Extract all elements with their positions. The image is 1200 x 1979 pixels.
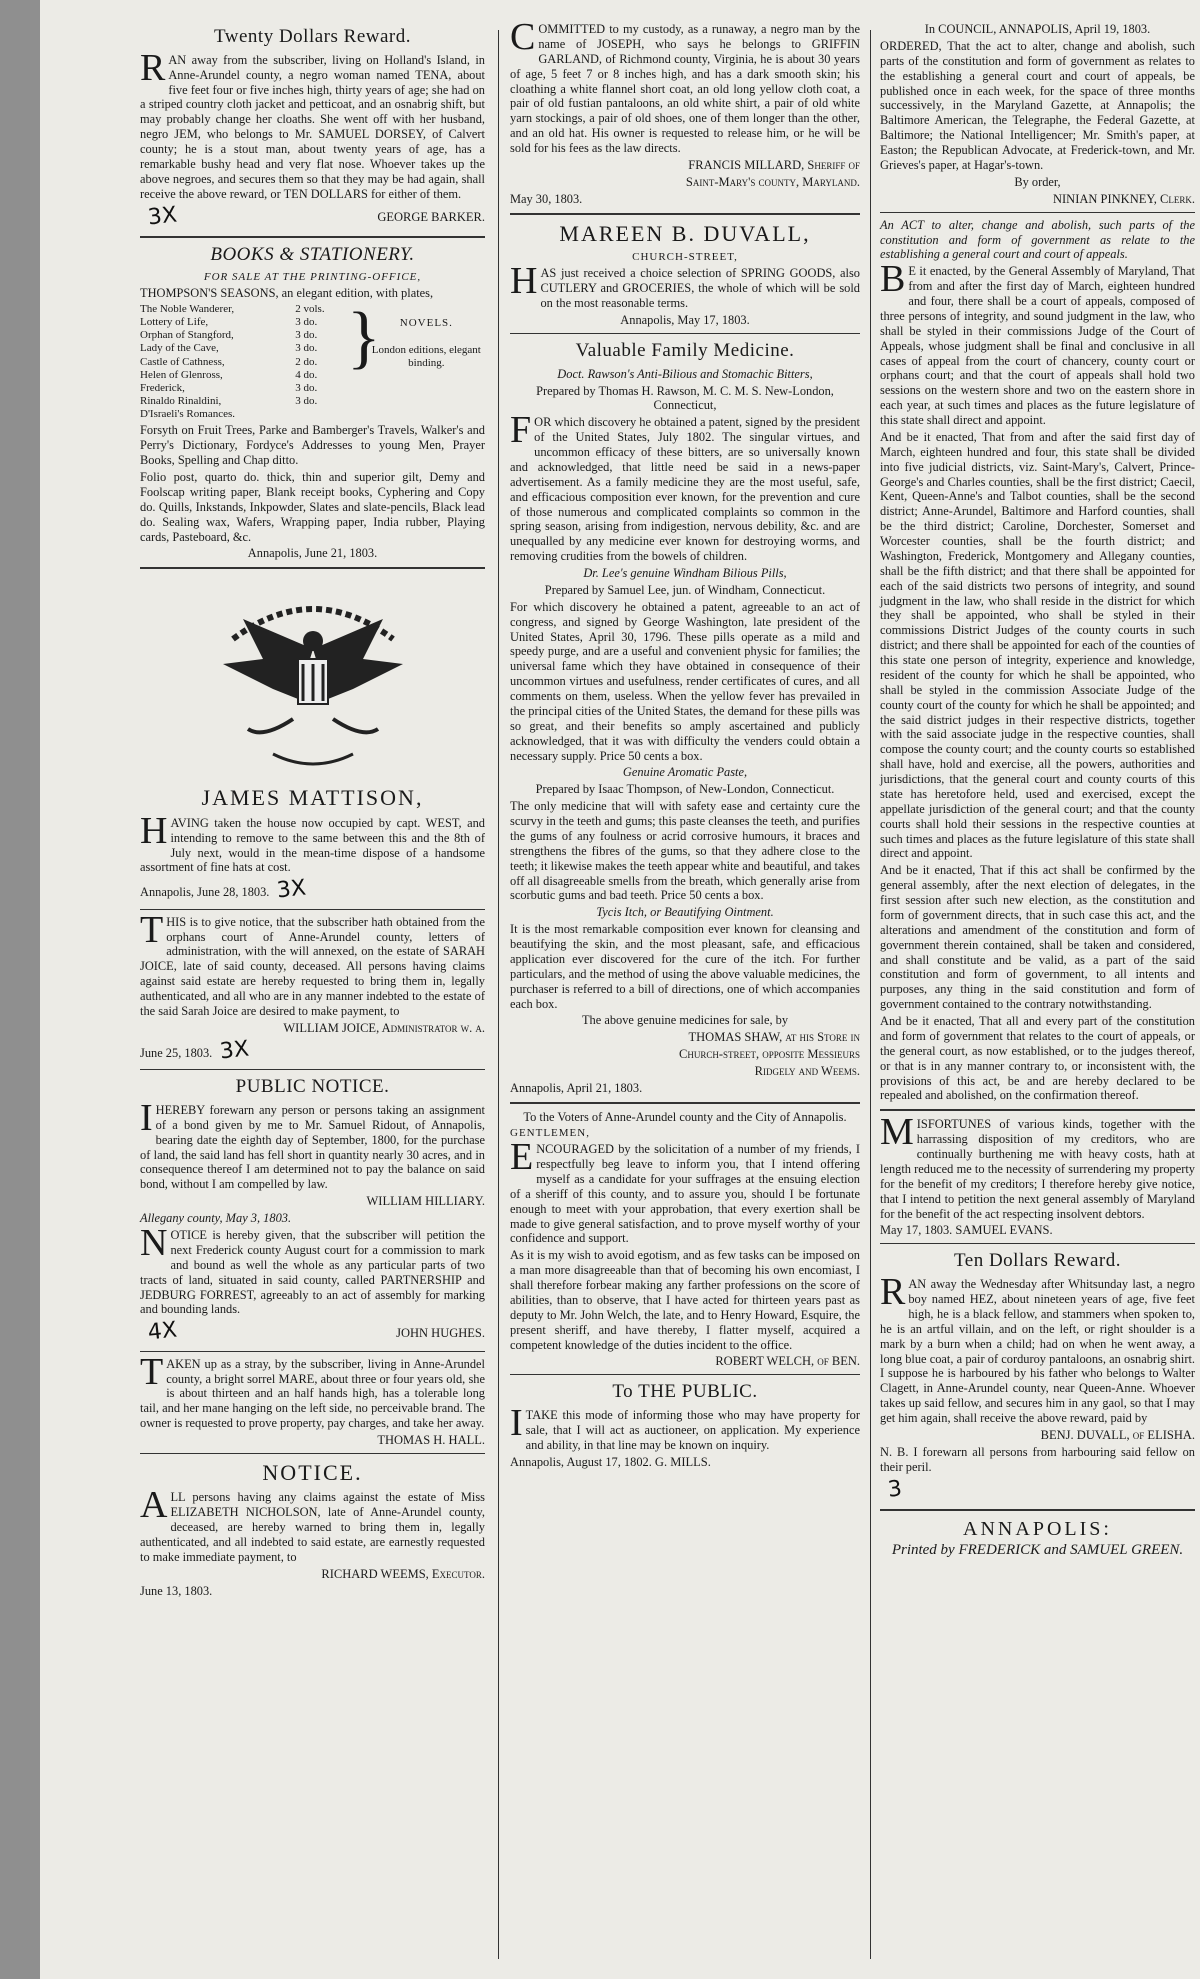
tycis-body: It is the most remarkable composition ever known for cleansing and beautifying the skin, and the most pleasant, safe, and efficacious application ever discovered for the cure of the itch. For further particulars, and the method of using the above valuable medicines, the purchaser is referred to a bill of directions, one of which accompanies each box. [510, 922, 860, 1011]
lee-title: Dr. Lee's genuine Windham Bilious Pills, [583, 566, 787, 580]
books-paragraph-2: Folio post, quarto do. thick, thin and superior gilt, Demy and Foolscap writing paper, Blank receipt books, Cyphering and Copy do. Quills, Inkstands, Inkpowder, Slates and slate-pencils, Black lead do. Sealing wax, Wafers, Wrapping paper, India rubber, Playing cards, Pasteboard, &c. [140, 470, 485, 544]
council-signature: NINIAN PINKNEY, Clerk. [1052, 191, 1195, 206]
divider [140, 567, 485, 569]
book-volume: 3 do. [295, 381, 318, 394]
books-note [368, 303, 485, 422]
runaway-signature-2: Saint-Mary's county, Maryland. [685, 174, 860, 189]
book-volume: 3 do. [295, 315, 318, 328]
council-by-order: By order, [1014, 174, 1061, 189]
shaw-date: Annapolis, April 21, 1803. [510, 1081, 643, 1096]
handwritten-mark: 3 [886, 1476, 904, 1503]
act-paragraph-1: BE it enacted, by the General Assembly of Maryland, That from and after the first day of March, eighteen hundred and four, there shall be a court of appeals, composed of three persons of integrity, and sound judgment in the law, who shall be styled in their commissions Judge of the Court of Appeals, whose judgment shall be final and conclusive in all cases of appeal from the court of chancery, county court or orphans court; and that the court of appeals shall hold two sessions on the western shore and two on the eastern shore in each year, at such times and places as the future legislature of this state shall direct and appoint. [880, 258, 1195, 427]
hall-body: TAKEN up as a stray, by the subscriber, living in Anne-Arundel county, a bright sorrel MARE, about three or four years old, she is about thirteen and an half hands high, has a tolerable long tail, and her mane hanging on the left side, no perceivable brand. The owner is requested to prove property, pay charges, and take her away. [140, 1350, 485, 1431]
divider [140, 909, 485, 910]
evans-date: May 17, 1803. [880, 1223, 953, 1238]
handwritten-mark: 4X [146, 1317, 179, 1346]
eagle-emblem-icon [203, 579, 423, 779]
book-volume: 2 vols. [295, 302, 325, 315]
mattison-date: Annapolis, June 28, 1803. [140, 885, 270, 900]
books-subtitle: FOR SALE AT THE PRINTING-OFFICE, [203, 270, 422, 283]
public-notice-body: IHEREBY forewarn any person or persons taking an assignment of a bond given by me to Mr. Samuel Ridout, of Annapolis, bearing date the eighth day of September, 1800, for the purchase of land, the said land has fell short in quantity nearly 30 acres, and in consequence thereof I am determined not to pay the balance on said bond, without I am compelled by law. [140, 1096, 485, 1192]
hughes-body: NOTICE is hereby given, that the subscriber will petition the next Frederick county August court for a commission to mark and bound as well the whole as any particular parts of two tracts of land, situated in said county, called PARTNERSHIP and JEDBURG FORREST, agreeably to an act of assembly for marking and bounding lands. [140, 1222, 485, 1317]
divider [510, 1102, 860, 1104]
act-paragraph-3: And be it enacted, That if this act shall be confirmed by the general assembly, after the next election of delegates, in the first session after such new election, as the constitution and form of government directs, that in such case this act, and the alterations and amendment of the constitution and form of government therein contained, shall be taken and considered, and shall constitute and be valid, as a part of the said constitution and form of government, to all intents and purposes, any thing in the said constitution and form of government contained to the contrary notwithstanding. [880, 863, 1195, 1012]
reward-twenty-signature: GEORGE BARKER. [377, 210, 485, 225]
public-notice-title: PUBLIC NOTICE. [235, 1076, 390, 1098]
mattison-title: JAMES MATTISON, [201, 785, 424, 811]
evans-body: MISFORTUNES of various kinds, together with the harrassing disposition of my creditors, who are continually burthening me with heavy costs, hath at length reduced me to the necessity of surrendering my property for the benefit of my creditors; I therefore hereby give notice, that I intend to petition the next general assembly of Maryland for the benefit of the act respecting insolvent debtors. [880, 1111, 1195, 1221]
tycis-sale: The above genuine medicines for sale, by [581, 1013, 789, 1028]
divider [140, 1351, 485, 1352]
column-rule [498, 30, 499, 1959]
book-name: The Noble Wanderer, [140, 302, 235, 315]
column-rule [870, 30, 871, 1959]
reward-ten-title: Ten Dollars Reward. [954, 1250, 1121, 1272]
book-volumes [295, 303, 347, 422]
shaw-signature-1: THOMAS SHAW, at his Store in [688, 1030, 860, 1045]
footer-city: ANNAPOLIS: [963, 1518, 1112, 1541]
book-name: Lady of the Cave, [140, 342, 219, 355]
public-title: To THE PUBLIC. [612, 1381, 758, 1403]
handwritten-mark: 3X [276, 875, 308, 904]
medicine-body: FOR which discovery he obtained a patent, signed by the president of the United States, July 1802. The singular virtues, and uncommon efficacy of these bitters, are so universally known and acknowledged, that little need be said in a news-paper advertisement. As a family medicine they are the most useful, safe, and efficacious composition ever known, for the prevention and cure of those numerous and complicated complaints so common in the spring season, arising from indigestion, nervous debility, &c. and are unequalled by any medicine ever known for destroying worms, and removing crudities from the bowels of children. [510, 409, 860, 564]
council-heading: In COUNCIL, ANNAPOLIS, April 19, 1803. [924, 22, 1151, 36]
book-name: Castle of Cathness, [140, 355, 225, 368]
joice-body: THIS is to give notice, that the subscriber hath obtained from the orphans court of Anne-Arundel county, letters of administration, with the will annexed, on the estate of SARAH JOICE, late of said county, deceased. All persons having claims against said estate are hereby requested to bring them in, legally authenticated, and all who are in any manner indebted to the estate of the said Sarah Joice are desired to make payment, to [140, 908, 485, 1018]
divider [880, 1509, 1195, 1511]
newspaper-page [40, 0, 1200, 1979]
act-title: An ACT to alter, change and abolish, such parts of the constitution and form of government as relate to the establishing a general court and court of appeals. [880, 217, 1195, 262]
book-name: Frederick, [140, 381, 185, 394]
notice-date: June 13, 1803. [140, 1583, 213, 1598]
paste-prepared: Prepared by Isaac Thompson, of New-London, Connecticut. [535, 782, 835, 797]
shaw-signature-2: Church-street, opposite Messieurs [678, 1047, 860, 1062]
joice-date: June 25, 1803. [140, 1045, 213, 1060]
voters-paragraph-1: ENCOURAGED by the solicitation of a number of my friends, I respectfully beg leave to inform you, that I intend offering myself as a candidate for your suffrages at the ensuing election of a sheriff of this county, and to assure you, should I be fortunate enough to meet with your approbation, that every exertion shall be made to give general satisfaction, and to prove myself worthy of your confidence and support. [510, 1136, 860, 1246]
joice-signature: WILLIAM JOICE, Administrator w. a. [283, 1020, 485, 1035]
brace-glyph: } [347, 298, 381, 376]
london-editions-label: London editions, elegant binding. [371, 343, 481, 370]
books-paragraph-1: Forsyth on Fruit Trees, Parke and Bamberger's Travels, Walker's and Perry's Dictionary, Fordyce's Addresses to young Men, Prayer Books, Spelling and Chap ditto. [140, 423, 485, 468]
books-date: Annapolis, June 21, 1803. [247, 546, 378, 561]
duvall-date: Annapolis, May 17, 1803. [620, 312, 750, 327]
handwritten-mark: 3X [146, 202, 179, 231]
lee-body: For which discovery he obtained a patent, agreeable to an act of congress, and signed by George Washington, late president of the United States, April 30, 1796. These pills operate as a mild and speedy purge, and are a useful and convenient physic for families; the universal fame which they have obtained in consequence of their uncommon virtues and usefulness, render certificates of cures, and all comments on them, useless. When the yellow fever has prevailed in the principal cities of the United States, the demand for these pills was so great, and their benefits so amply ascertained and publicly acknowledged, that it was with difficulty the venders could obtain a necessary supply. Price 50 cents a box. [510, 599, 860, 763]
shaw-signature-3: Ridgely and Weems. [754, 1064, 860, 1079]
divider [140, 236, 485, 238]
public-signature: G. MILLS. [654, 1454, 711, 1469]
duvall-body: HAS just received a choice selection of SPRING GOODS, also CUTLERY and GROCERIES, the whole of which will be sold on the most reasonable terms. [510, 260, 860, 311]
book-name: Rinaldo Rinaldini, [140, 395, 222, 408]
public-notice-signature: WILLIAM HILLIARY. [366, 1194, 485, 1209]
book-name: D'Israeli's Romances. [140, 408, 235, 421]
divider [510, 333, 860, 334]
runaway-date: May 30, 1803. [510, 191, 583, 206]
divider [140, 1069, 485, 1070]
novels-label: NOVELS. [399, 316, 453, 329]
divider [880, 1109, 1195, 1111]
notice-title: NOTICE. [262, 1460, 363, 1486]
tycis-title: Tycis Itch, or Beautifying Ointment. [596, 905, 774, 920]
hughes-signature: JOHN HUGHES. [396, 1326, 485, 1341]
paste-body: The only medicine that will with safety ease and certainty cure the scurvy in the teeth and gums; this paste cleanses the teeth, and purifies the gums of any foulness or acrid corrosive humours, it braces and strengthens the fibres of the gums, so that they adhere close to the teeth; it likewise makes the teeth appear white and beautiful, and takes off all disagreeable smells from the breath, which generally arise from scorbutic gums and bad teeth. Price 50 cents a box. [510, 799, 860, 903]
council-body: ORDERED, That the act to alter, change and abolish, such parts of the constitution and form of government as relates to the establishing a general court and court of appeals, be published once in each week, for the space of three months successively, in the Maryland Gazette, at Annapolis; the Baltimore American, the Telegraphe, the Federal Gazette, at Baltimore; the National Intelligencer; Mr. Smith's paper, at Easton; the Republican Advocate, at Frederick-town, and Mr. Grieves's paper, at Hagar's-town. [880, 38, 1195, 172]
books-list [140, 298, 485, 422]
book-name: Lottery of Life, [140, 315, 209, 328]
notice-signature: RICHARD WEEMS, Executor. [321, 1566, 485, 1581]
hall-signature: THOMAS H. HALL. [377, 1433, 485, 1448]
notice-body: ALL persons having any claims against the estate of Miss ELIZABETH NICHOLSON, late of Anne-Arundel county, deceased, are hereby warned to bring them in, legally authenticated, and all indebted to said estate, are earnestly requested to make immediate payment, to [140, 1484, 485, 1564]
book-volume [295, 408, 347, 421]
paste-title: Genuine Aromatic Paste, [622, 765, 748, 780]
divider [510, 213, 860, 215]
handwritten-mark: 3X [218, 1036, 251, 1065]
divider [140, 1453, 485, 1454]
reward-twenty-body: RAN away from the subscriber, living on Holland's Island, in Anne-Arundel county, a negro woman named TENA, about five feet four or five inches high, thirty years of age; she had on a striped country cloth jacket and petticoat, and an osnabrig shift, but may probably change her cloaths. She went off with her husband, negro JEM, who belongs to Mr. SAMUEL DORSEY, of Calvert county; he is a stout man, about twenty years of age, has a remarkable bushy head and very flat nose. Whoever takes up the above negroes, and secures them so that they may be had again, shall receive the above reward, or TEN DOLLARS for either of them. [140, 46, 485, 201]
books-title: BOOKS & STATIONERY. [210, 243, 415, 265]
public-notice-date: Allegany county, May 3, 1803. [140, 1211, 292, 1226]
public-body: ITAKE this mode of informing those who may have property for sale, that I will act as auctioneer, on application. My experience and ability, in that line may be known on inquiry. [510, 1402, 860, 1452]
divider [880, 212, 1195, 213]
voters-signature: ROBERT WELCH, of BEN. [715, 1354, 860, 1369]
duvall-title: MAREEN B. DUVALL, [559, 220, 811, 246]
reward-ten-body: RAN away the Wednesday after Whitsunday last, a negro boy named HEZ, about nineteen years of age, five feet high, he is a black fellow, and stammers when spoken to, he is an artful villain, and on the left, or right shoulder is a mark by a burn when a child; had on when he went away, a long blue coat, a pair of corduroy pantaloons, an osnabrig shirt. I suppose he is harboured by his father who belongs to Walter Clagett, in Anne-Arundel county, near Queen-Anne. Whoever takes up said fellow, and secures him in any gaol, so that I may get him again, shall receive the above reward, paid by [880, 1271, 1195, 1426]
book-volume: 3 do. [295, 395, 318, 408]
medicine-title: Valuable Family Medicine. [575, 339, 795, 361]
book-name: Orphan of Stangford, [140, 329, 234, 342]
voters-salutation: GENTLEMEN, [510, 1127, 590, 1139]
reward-twenty-title: Twenty Dollars Reward. [214, 26, 411, 47]
column-1 [140, 20, 485, 1959]
reward-ten-nb: N. B. I forewarn all persons from harbouring said fellow on their peril. [880, 1444, 1195, 1474]
voters-paragraph-2: As it is my wish to avoid egotism, and as few tasks can be imposed on a man more disagreeable than that of becoming his own encomiast, I shall therefore forbear making any farther professions on the score of abilities, than to observe, that I have acted for thirteen years past as deputy to Mr. John Welch, the late, and to Henry Howard, Esquire, the present sheriff, and have thereby, I flatter myself, acquired a competent knowledge of the duties incident to the office. [510, 1248, 860, 1352]
duvall-subtitle: CHURCH-STREET, [632, 251, 738, 264]
divider [510, 1374, 860, 1375]
book-volume: 3 do. [295, 329, 318, 342]
divider [880, 1243, 1195, 1244]
book-volume: 3 do. [295, 342, 318, 355]
footer-printer: Printed by FREDERICK and SAMUEL GREEN. [891, 1542, 1184, 1559]
column-2 [510, 16, 860, 1959]
reward-ten-signature: BENJ. DUVALL, of ELISHA. [1040, 1427, 1195, 1442]
runaway-signature-1: FRANCIS MILLARD, Sheriff of [688, 157, 860, 172]
book-names [140, 303, 295, 422]
mattison-body: HAVING taken the house now occupied by capt. WEST, and intending to remove to the same between this and the 8th of July next, would in the mean-time dispose of a handsome assortment of fine hats at cost. [140, 809, 485, 875]
column-3 [880, 20, 1195, 1959]
evans-signature: SAMUEL EVANS. [955, 1223, 1053, 1238]
public-date: Annapolis, August 17, 1802. [510, 1454, 652, 1469]
lee-prepared: Prepared by Samuel Lee, jun. of Windham, Connecticut. [544, 582, 826, 597]
book-volume: 4 do. [295, 368, 318, 381]
act-paragraph-4: And be it enacted, That all and every part of the constitution and form of government that relates to the court of appeals, or the general court, as now established, or to the judges thereof, or that is in any manner contrary to, or inconsistent with, the provisions of this act, be and are hereby declared to be repealed and abolished, on the confirmation thereof. [880, 1014, 1195, 1103]
act-paragraph-2: And be it enacted, That from and after the said first day of March, eighteen hundred and four, this state shall be divided into five judicial districts, viz. Saint-Mary's, Calvert, Prince-George's and Charles counties, shall be the first district; Caecil, Kent, Queen-Anne's and Talbot counties, shall be the second district; Anne-Arundel, Baltimore and Harford counties, shall be the third district; Caroline, Dorchester, Somerset and Worcester counties, shall be the fourth district; and Washington, Frederick, Montgomery and Allegany counties, shall be the fifth district; and that there shall be appointed for each of the said districts two persons of integrity, and sound judgment in the law, who shall reside in the district for which they shall be appointed, who shall be styled in their commissions District Judges of the county courts in such district; and there shall be appointed for each of the counties of this state one person of integrity, experience and knowledge, resident of the county for which he shall be appointed, who shall be styled in the commission Associate Judge of the county court of the county for which he shall be appointed; and the said district judges in their respective districts, together with the said associate judge in the respective counties, shall compose the county court; and the county courts so established shall have, hold and exercise, all the powers, authorities and jurisdictions, that the general court and county courts of this state has heretofore held, used and exercised, except the appellate jurisdiction of the general court; and that the county courts shall hold their sessions in the respective counties at such times and places as the future legislature of this state shall direct and appoint. [880, 429, 1195, 861]
book-volume: 2 do. [295, 355, 318, 368]
voters-heading: To the Voters of Anne-Arundel county and the City of Annapolis. [523, 1110, 847, 1125]
runaway-body: COMMITTED to my custody, as a runaway, a negro man by the name of JOSEPH, who says he belongs to GRIFFIN GARLAND, of Richmond county, Virginia, he is about 30 years of age, 5 feet 7 or 8 inches high, and has a dark smooth skin; his cloathing a white flannel short coat, an old long yellow cloth coat, a pair of old fustian pantaloons, an old white shirt, a pair of old white yarn stockings, a pair of old shoes, one of them longer than the other, and an old hat. His owner is requested to release him, or he will be sold for his fees as the law directs. [510, 16, 860, 155]
book-name: Helen of Glenross, [140, 368, 223, 381]
books-intro: THOMPSON'S SEASONS, an elegant edition, with plates, [140, 285, 434, 300]
medicine-prepared: Prepared by Thomas H. Rawson, M. C. M. S. New-London, Connecticut, [536, 383, 834, 413]
medicine-subtitle: Doct. Rawson's Anti-Bilious and Stomachic Bitters, [557, 366, 813, 381]
